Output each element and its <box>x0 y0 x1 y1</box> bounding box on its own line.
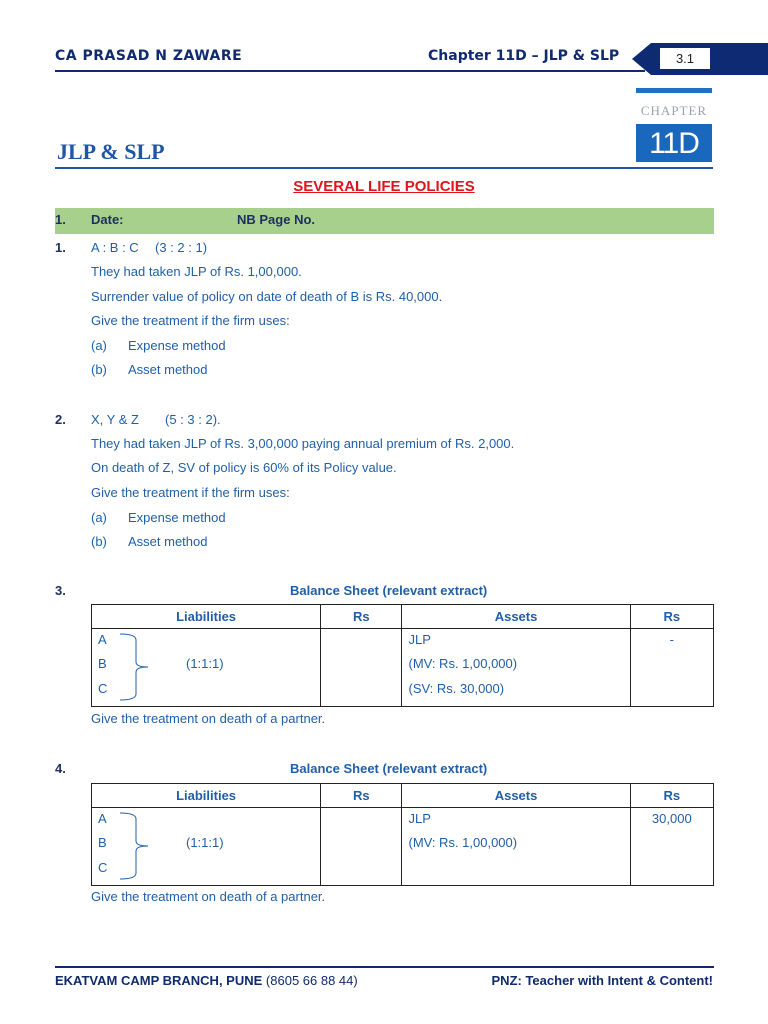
chapter-label: CHAPTER <box>640 103 708 118</box>
q3-heading: Balance Sheet (relevant extract) <box>290 583 488 598</box>
q1-option-b: Asset method <box>128 362 208 377</box>
q4-col-rs-1: Rs <box>321 784 402 808</box>
q3-col-assets: Assets <box>402 605 630 629</box>
header-author: CA PRASAD N ZAWARE <box>55 48 243 64</box>
q4-brace-icon <box>118 811 154 881</box>
q4-balance-sheet <box>91 783 714 886</box>
q2-ratio-parties: X, Y & Z <box>91 412 139 427</box>
q4-asset-jlp: JLP <box>408 811 431 826</box>
q1-ratio-parties: A : B : C <box>91 240 139 255</box>
title-rule <box>55 167 713 169</box>
footer-branch: EKATVAM CAMP BRANCH, PUNE <box>55 973 263 988</box>
q1-option-a: Expense method <box>128 338 226 353</box>
q2-line2: On death of Z, SV of policy is 60% of its Policy value. <box>91 460 397 475</box>
q3-partner-b: B <box>98 656 107 671</box>
q1-line1: They had taken JLP of Rs. 1,00,000. <box>91 264 302 279</box>
section-subtitle: SEVERAL LIFE POLICIES <box>293 178 475 195</box>
q3-asset-value: - <box>630 629 713 707</box>
q4-liabilities-cell <box>92 808 321 886</box>
q3-balance-sheet <box>91 604 714 707</box>
q2-ratio: (5 : 3 : 2). <box>165 412 221 427</box>
q3-asset-mv: (MV: Rs. 1,00,000) <box>408 656 518 671</box>
q2-option-a-label: (a) <box>91 510 107 525</box>
q2-line1: They had taken JLP of Rs. 3,00,000 paying annual premium of Rs. 2,000. <box>91 436 515 451</box>
q3-brace-icon <box>118 632 154 702</box>
q3-assets-cell <box>402 629 630 707</box>
chapter-code-badge: 11D <box>636 124 712 162</box>
page-number: 3.1 <box>660 48 710 69</box>
header-chapter: Chapter 11D – JLP & SLP <box>428 48 620 64</box>
q3-asset-sv: (SV: Rs. 30,000) <box>408 681 505 696</box>
q3-liabilities-rs <box>321 629 402 707</box>
q4-footer-text: Give the treatment on death of a partner. <box>91 889 326 904</box>
page-title: JLP & SLP <box>57 139 165 164</box>
q1-option-a-label: (a) <box>91 338 107 353</box>
q4-heading: Balance Sheet (relevant extract) <box>290 761 488 776</box>
q3-asset-jlp: JLP <box>408 632 431 647</box>
q4-assets-cell <box>402 808 630 886</box>
q4-partner-a: A <box>98 811 107 826</box>
footer-tagline: PNZ: Teacher with Intent & Content! <box>491 973 713 988</box>
date-bar-number: 1. <box>55 212 66 227</box>
date-bar <box>55 208 714 234</box>
date-bar-date: Date: <box>91 212 124 227</box>
q2-option-a: Expense method <box>128 510 226 525</box>
q1-ratio: (3 : 2 : 1) <box>155 240 208 255</box>
q3-footer-text: Give the treatment on death of a partner. <box>91 711 326 726</box>
header-rule <box>55 70 645 72</box>
q4-asset-value: 30,000 <box>630 808 713 886</box>
q4-col-rs-2: Rs <box>630 784 713 808</box>
date-bar-nb-page: NB Page No. <box>237 212 316 227</box>
q3-partner-c: C <box>98 681 108 696</box>
q4-asset-mv: (MV: Rs. 1,00,000) <box>408 835 518 850</box>
q3-liabilities-cell <box>92 629 321 707</box>
q3-ratio: (1:1:1) <box>186 656 224 671</box>
q4-number: 4. <box>55 761 66 776</box>
footer-branch-block <box>55 973 358 988</box>
q1-number: 1. <box>55 240 66 255</box>
q3-partner-a: A <box>98 632 107 647</box>
q4-col-liabilities: Liabilities <box>92 784 321 808</box>
q2-line3: Give the treatment if the firm uses: <box>91 485 290 500</box>
q2-option-b-label: (b) <box>91 534 107 549</box>
q4-liabilities-rs <box>321 808 402 886</box>
q3-col-rs-2: Rs <box>630 605 713 629</box>
chapter-accent-bar <box>636 88 712 93</box>
q4-partner-c: C <box>98 860 108 875</box>
q1-option-b-label: (b) <box>91 362 107 377</box>
q1-line3: Give the treatment if the firm uses: <box>91 313 290 328</box>
q2-number: 2. <box>55 412 66 427</box>
q3-number: 3. <box>55 583 66 598</box>
footer-rule <box>55 966 714 968</box>
q3-col-liabilities: Liabilities <box>92 605 321 629</box>
q3-col-rs-1: Rs <box>321 605 402 629</box>
q4-ratio: (1:1:1) <box>186 835 224 850</box>
q4-partner-b: B <box>98 835 107 850</box>
q1-line2: Surrender value of policy on date of death of B is Rs. 40,000. <box>91 289 443 304</box>
q4-col-assets: Assets <box>402 784 630 808</box>
q2-option-b: Asset method <box>128 534 208 549</box>
footer-phone: (8605 66 88 44) <box>265 973 358 988</box>
